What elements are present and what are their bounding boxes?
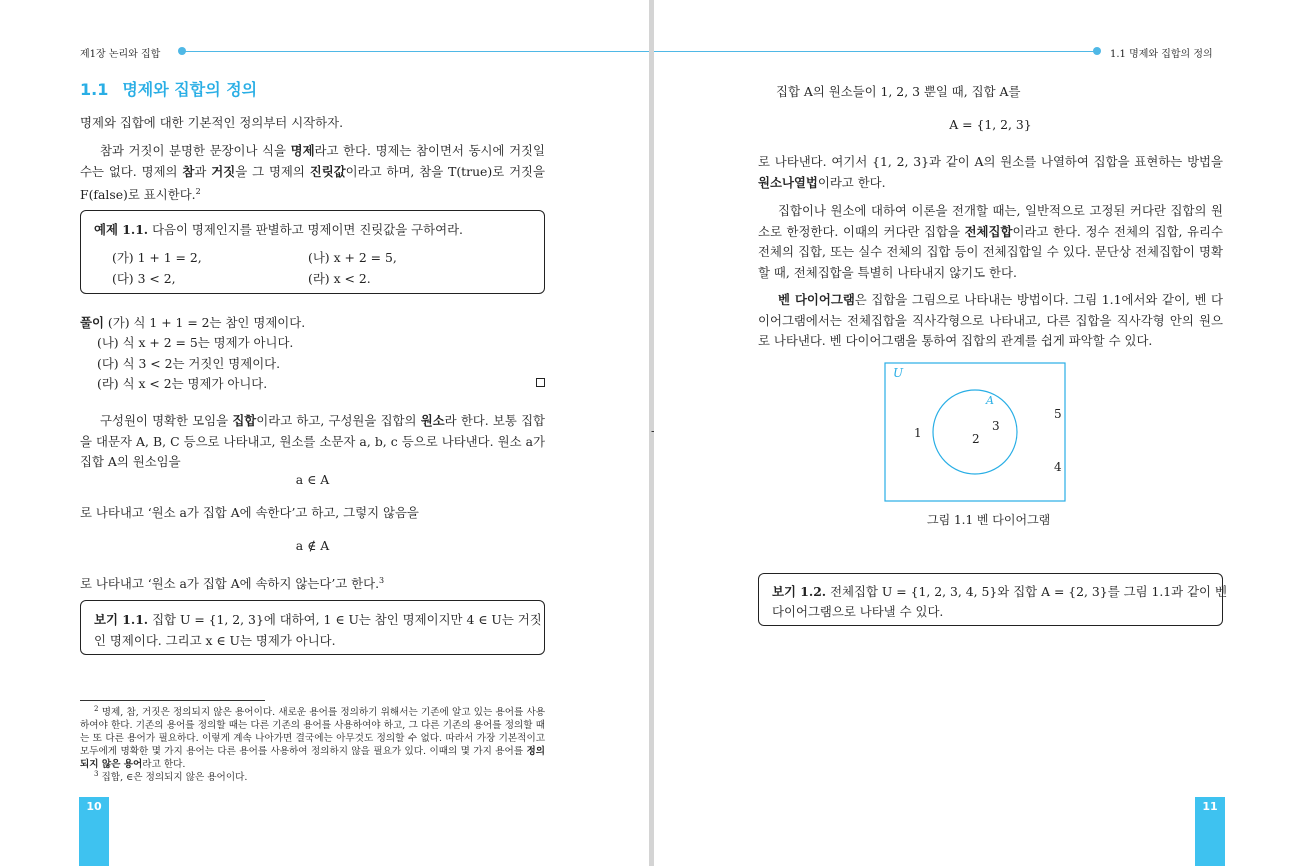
set-a-label: A bbox=[986, 394, 994, 407]
example-item: (라) x < 2. bbox=[308, 271, 371, 286]
equation-set: A = {1, 2, 3} bbox=[949, 117, 1032, 132]
term-proposition: 명제 bbox=[290, 143, 315, 158]
solution-line: (나) 식 x + 2 = 5는 명제가 아니다. bbox=[97, 335, 294, 350]
venn-element: 3 bbox=[992, 419, 1000, 433]
footnote-2: $^2$ 명제, 참, 거짓은 정의되지 않은 용어이다. 새로운 용어를 정의하기 위해서는 기존에 알고 있는 용어를 사용하여야 한다. 기존의 용어를 정의할 때는 다른 기존의 용어를 사용하여야 하고, 그 다른 기존의 용어를 정의할 때는 또 다른 용어가 필요하다. 이렇게 계속 나아가면 결국에는 아무것도 정의할 수 없다. 따라서 가장 기본적이고 모두에게 명확한 몇 가지 용어는 다른 용어를 사용하여 정의하지 않을 필요가 있다. 이때의 몇 가지 용어를 정의되지 않은 용어라고 한다. bbox=[80, 705, 545, 771]
section-title-text: 명제와 집합의 정의 bbox=[122, 80, 258, 99]
intro-paragraph: 명제와 집합에 대한 기본적인 정의부터 시작하자. bbox=[80, 115, 344, 130]
term-roster-method: 원소나열법 bbox=[758, 174, 818, 190]
example-text: 다음이 명제인지를 판별하고 명제이면 진릿값을 구하여라. bbox=[152, 222, 463, 237]
qed-box bbox=[536, 378, 545, 387]
page-number-tab bbox=[1195, 797, 1225, 866]
footnote-number: 3 bbox=[94, 770, 99, 778]
term-venn-diagram: 벤 다이어그램 bbox=[778, 292, 855, 307]
remark-label: 보기 1.1. bbox=[94, 612, 149, 627]
term-truth-value: 진릿값 bbox=[309, 163, 346, 179]
remark-line: 인 명제이다. 그리고 x ∈ U는 명제가 아니다. bbox=[94, 633, 336, 648]
page-number: 10 bbox=[86, 800, 102, 813]
header-rule-left bbox=[182, 51, 649, 52]
universe-label: U bbox=[893, 366, 904, 380]
page-number: 11 bbox=[1202, 800, 1218, 813]
solution-line: (라) 식 x < 2는 명제가 아니다. bbox=[97, 376, 268, 391]
equation-not-member: a ∉ A bbox=[295, 538, 330, 553]
paragraph-proposition: 참과 거짓이 분명한 문장이나 식을 명제라고 한다. 명제는 참이면서 동시에 거짓일 수는 없다. 명제의 참과 거짓을 그 명제의 진릿값이라고 하며, 참을 T(true)로 거짓을 F(false)로 표시한다.$^2$ bbox=[80, 143, 545, 203]
right-page bbox=[654, 0, 1313, 866]
header-dot-right bbox=[1093, 47, 1101, 55]
example-item: (나) x + 2 = 5, bbox=[308, 250, 397, 265]
term-true: 참 bbox=[182, 163, 195, 179]
paragraph-set-definition: 구성원이 명확한 모임을 집합이라고 하고, 구성원을 집합의 원소라 한다. 보통 집합을 대문자 A, B, C 등으로 나타내고, 원소를 소문자 a, b, c 등으로 나타낸다. 원소 a가 집합 A의 원소임을 bbox=[80, 413, 546, 469]
page-number-tab bbox=[79, 797, 109, 866]
footnote-3: $^3$ 집합, ∈은 정의되지 않은 용어이다. bbox=[94, 770, 248, 784]
example-heading bbox=[94, 220, 463, 238]
section-number: 1.1 bbox=[80, 80, 109, 99]
remark-line: 다이어그램으로 나타낼 수 있다. bbox=[772, 604, 944, 619]
venn-element: 5 bbox=[1054, 407, 1062, 421]
section-title bbox=[80, 77, 257, 100]
figure-caption: 그림 1.1 벤 다이어그램 bbox=[927, 513, 1051, 527]
solution-label: 풀이 bbox=[80, 315, 104, 330]
example-label: 예제 1.1. bbox=[94, 222, 149, 237]
remark-label: 보기 1.2. bbox=[772, 584, 827, 599]
term-false: 거짓 bbox=[211, 163, 236, 179]
paragraph-venn: 벤 다이어그램은 집합을 그림으로 나타내는 방법이다. 그림 1.1에서와 같이, 벤 다이어그램에서는 전체집합을 직사각형으로 나타내고, 다른 집합을 직사각형 안의 원으로 나타낸다. 벤 다이어그램을 통하여 집합의 관계를 쉽게 파악할 수 있다. bbox=[758, 292, 1223, 348]
footnote-number: 2 bbox=[94, 705, 99, 713]
venn-element: 1 bbox=[914, 426, 922, 440]
venn-diagram bbox=[884, 362, 1068, 504]
term-undefined: 정의되지 않은 용어 bbox=[80, 746, 545, 771]
left-page bbox=[0, 0, 649, 866]
paragraph-universe: 집합이나 원소에 대하여 이론을 전개할 때는, 일반적으로 고정된 커다란 집합의 원소로 한정한다. 이때의 커다란 집합을 전체집합이라고 한다. 정수 전체의 집합, 유리수 전체의 집합, 또는 실수 전체의 집합 등이 전체집합일 수 있다. 문단상 전체집합이 명확할 때, 전체집합을 특별히 나타내지 않기도 한다. bbox=[758, 203, 1223, 280]
paragraph-set-elements: 집합 A의 원소들이 1, 2, 3 뿐일 때, 집합 A를 bbox=[776, 84, 1021, 99]
remark-line: 보기 1.2. 전체집합 U = {1, 2, 3, 4, 5}와 집합 A = {2, 3}를 그림 1.1과 같이 벤 bbox=[772, 584, 1227, 599]
venn-element: 4 bbox=[1054, 460, 1062, 474]
term-set: 집합 bbox=[232, 413, 257, 428]
footnote-rule bbox=[80, 700, 265, 701]
paragraph-belongs: 로 나타내고 ‘원소 a가 집합 A에 속한다’고 하고, 그렇지 않음을 bbox=[80, 505, 419, 520]
footnote-ref-2: 2 bbox=[195, 187, 201, 196]
footnote-ref-3: 3 bbox=[379, 575, 385, 585]
remark-line: 보기 1.1. 집합 U = {1, 2, 3}에 대하여, 1 ∈ U는 참인 명제이지만 4 ∈ U는 거짓 bbox=[94, 612, 542, 627]
solution-line: 풀이 (가) 식 1 + 1 = 2는 참인 명제이다. bbox=[80, 315, 306, 330]
example-item: (가) 1 + 1 = 2, bbox=[112, 250, 202, 265]
running-header-right: 1.1 명제와 집합의 정의 bbox=[1110, 49, 1213, 60]
example-box bbox=[80, 210, 545, 294]
paragraph-roster: 로 나타낸다. 여기서 {1, 2, 3}과 같이 A의 원소를 나열하여 집합을 표현하는 방법을 원소나열법이라고 한다. bbox=[758, 154, 1223, 190]
term-element: 원소 bbox=[420, 413, 445, 428]
term-universal-set: 전체집합 bbox=[964, 223, 1013, 239]
venn-element: 2 bbox=[972, 432, 980, 446]
example-item: (다) 3 < 2, bbox=[112, 271, 176, 286]
paragraph-not-belongs: 로 나타내고 ‘원소 a가 집합 A에 속하지 않는다’고 한다.$^3$ bbox=[80, 575, 385, 591]
remark-box bbox=[80, 600, 545, 655]
equation-member: a ∈ A bbox=[295, 472, 330, 487]
solution-line: (다) 식 3 < 2는 거짓인 명제이다. bbox=[97, 356, 281, 371]
header-rule-right bbox=[654, 51, 1097, 52]
running-header-left: 제1장 논리와 집합 bbox=[80, 49, 161, 60]
remark-box-right bbox=[758, 573, 1227, 626]
